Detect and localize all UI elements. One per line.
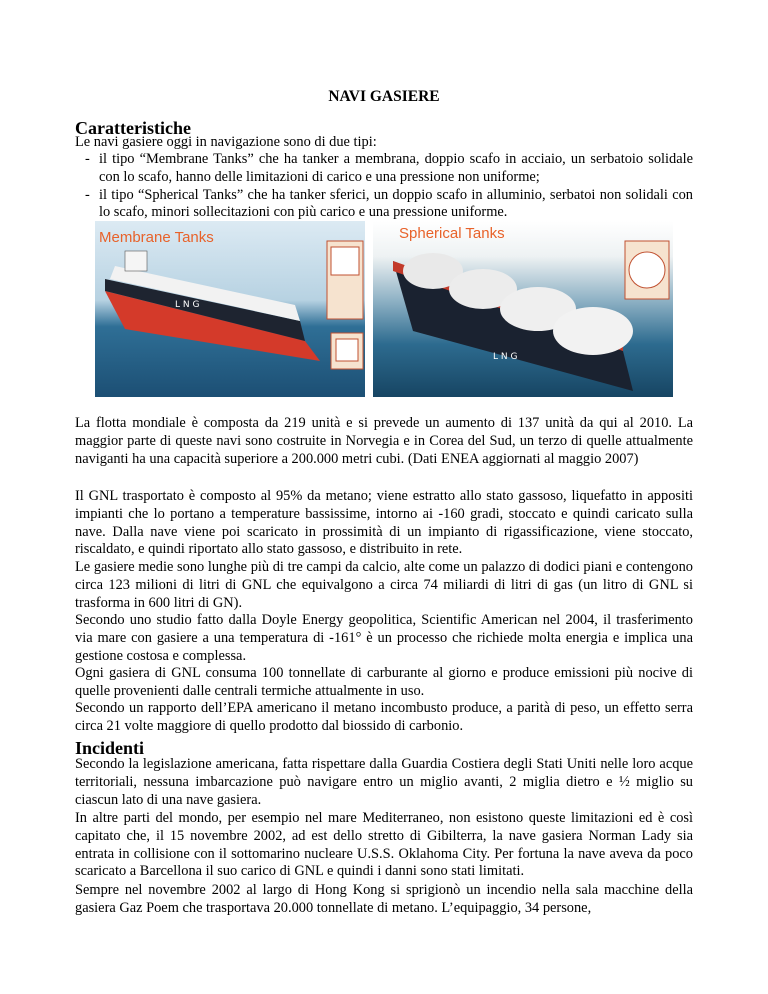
paragraph: Secondo la legislazione americana, fatta rispettare dalla Guardia Costiera degli Stati Uniti nelle loro acque territoriali, nessuna imbarcazione può navigare entro un miglio avanti, 2 miglia dietro e ½ miglio su ciascun lato di una nave gasiera. xyxy=(75,756,693,808)
paragraph: Il GNL trasportato è composto al 95% da metano; viene estratto allo stato gassoso, liquefatto in appositi impianti che lo portano a temperature bassissime, intorno ai -160 gradi, stoccato e quindi caricato sulla nave. Dalla nave viene poi scaricato in prossimità di un impianto di rigassificazione, viene stoccato, riscaldato, e quindi riportato allo stato gassoso, e distribuito in rete. xyxy=(75,488,693,558)
list-item: - il tipo “Membrane Tanks” che ha tanker a membrana, doppio scafo in acciaio, un serbatoio solidale con lo scafo, hanno delle limitazioni di carico e una pressione non uniforme; xyxy=(85,151,693,185)
svg-text:L N G: L N G xyxy=(493,352,518,362)
list-item-text: il tipo “Spherical Tanks” che ha tanker sferici, un doppio scafo in alluminio, serbatoi non solidali con lo scafo, minori sollecitazioni con più carico e una pressione uniforme. xyxy=(99,186,693,221)
intro-paragraph: Le navi gasiere oggi in navigazione sono di due tipi: xyxy=(75,134,377,150)
list-item-text: il tipo “Membrane Tanks” che ha tanker a membrana, doppio scafo in acciaio, un serbatoio solidale con lo scafo, hanno delle limitazioni di carico e una pressione non uniforme; xyxy=(99,151,693,185)
section-heading-caratteristiche: Caratteristiche xyxy=(75,118,191,138)
spherical-tanks-photo xyxy=(373,221,673,397)
paragraph: Le gasiere medie sono lunghe più di tre campi da calcio, alte come un palazzo di dodici piani e contengono circa 123 milioni di litri di GNL che equivalgono a circa 74 miliardi di litri di gas (un litro di GNL si trasforma in 600 litri di GN). xyxy=(75,559,693,611)
membrane-tanks-label: Membrane Tanks xyxy=(99,229,214,246)
paragraph: Secondo un rapporto dell’EPA americano il metano incombusto produce, a parità di peso, un effetto serra circa 21 volte maggiore di quello prodotto dal biossido di carbonio. xyxy=(75,700,693,734)
spherical-tanks-label: Spherical Tanks xyxy=(399,225,505,242)
list-item: - il tipo “Spherical Tanks” che ha tanker sferici, un doppio scafo in alluminio, serbatoi non solidali con lo scafo, minori sollecitazioni con più carico e una pressione uniforme. xyxy=(85,186,693,221)
section-heading-incidenti: Incidenti xyxy=(75,738,145,758)
ship-comparison-image xyxy=(95,221,673,397)
membrane-ship-illustration xyxy=(95,221,365,397)
paragraph: Sempre nel novembre 2002 al largo di Hong Kong si sprigionò un incendio nella sala macchine della gasiera Gaz Poem che trasportava 20.000 tonnellate di metano. L’equipaggio, 34 persone, xyxy=(75,882,693,916)
paragraph: La flotta mondiale è composta da 219 unità e si prevede un aumento di 137 unità da qui al 2010. La maggior parte di queste navi sono costruite in Norvegia e in Corea del Sud, un terzo di quelle attualmente naviganti ha una capacità superiore a 200.000 metri cubi. (Dati ENEA aggiornati al maggio 2007) xyxy=(75,415,693,467)
membrane-tanks-photo xyxy=(95,221,365,397)
svg-text:L N G: L N G xyxy=(175,300,200,310)
paragraph: Secondo uno studio fatto dalla Doyle Energy geopolitica, Scientific American nel 2004, il trasferimento via mare con gasiere a una temperatura di -161° è un processo che richiede molta energia e implica una gestione costosa e complessa. xyxy=(75,612,693,664)
paragraph: Ogni gasiera di GNL consuma 100 tonnellate di carburante al giorno e produce emissioni più nocive di quelle provenienti dalle centrali termiche attualmente in uso. xyxy=(75,665,693,699)
spherical-ship-illustration xyxy=(373,221,673,397)
tank-types-list xyxy=(75,151,693,222)
document-title: NAVI GASIERE xyxy=(328,88,440,105)
paragraph: In altre parti del mondo, per esempio nel mare Mediterraneo, non esistono queste limitazioni ed è così capitato che, il 15 novembre 2002, ad est dello stretto di Gibilterra, la nave gasiera Norman Lady sia entrata in collisione con il sottomarino nucleare U.S.S. Oklahoma City. Per fortuna la nave aveva da poco scaricato a Barcellona il suo carico di GNL e quindi i danni sono stati limitati. xyxy=(75,810,693,880)
